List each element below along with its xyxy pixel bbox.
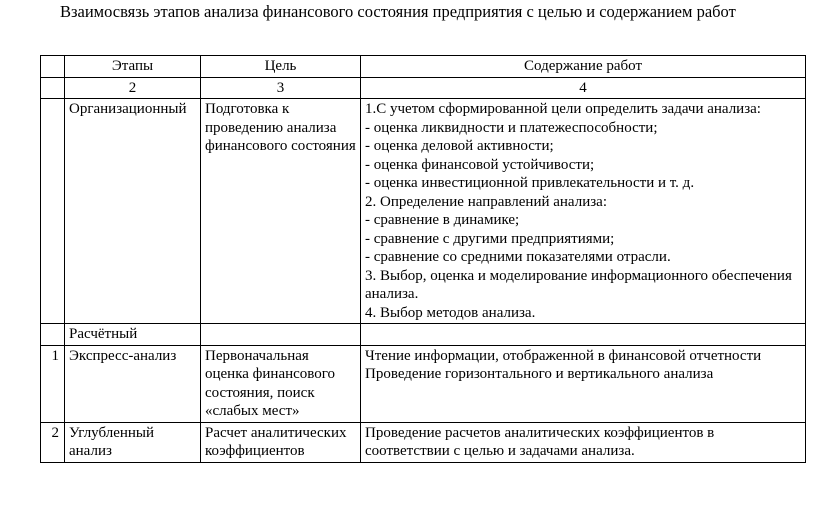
column-number-1 [41,77,65,99]
content-line: 2. Определение направлений анализа: [365,193,607,210]
table-header-row [41,56,806,78]
column-number-3: 3 [201,77,361,99]
row-goal: Расчет аналитических коэффициентов [201,422,361,462]
table-row [41,422,806,462]
column-number-2: 2 [65,77,201,99]
row-content [361,422,806,462]
table-row [41,345,806,422]
content-line: 4. Выбор методов анализа. [365,304,536,321]
row-stage: Организационный [65,99,201,324]
content-line: - сравнение со средними показателями отрасли. [365,249,671,265]
table-row [41,324,806,346]
content-line: - оценка деловой активности; [365,138,554,154]
column-number-4: 4 [361,77,806,99]
header-cell-content: Содержание работ [361,56,806,78]
row-content [361,99,806,324]
row-stage: Углубленный анализ [65,422,201,462]
content-line: Проведение расчетов аналитических коэффициентов в соответствии с целью и задачами анализа. [365,424,715,459]
column-number-row [41,77,806,99]
row-goal [201,324,361,346]
row-number [41,99,65,324]
row-content [361,324,806,346]
row-stage: Экспресс-анализ [65,345,201,422]
content-line: 1.С учетом сформированной цели определить задачи анализа: [365,101,761,117]
content-line: - сравнение в динамике; [365,212,520,228]
content-line: Проведение горизонтального и вертикального анализа [365,366,714,382]
content-line: 3. Выбор, оценка и моделирование информационного обеспечения анализа. [365,267,792,302]
content-line: - сравнение с другими предприятиями; [365,230,615,247]
row-number [41,324,65,346]
table-row [41,99,806,324]
row-content [361,345,806,422]
header-cell-goal: Цель [201,56,361,78]
header-cell-stages: Этапы [65,56,201,78]
content-line: - оценка финансовой устойчивости; [365,156,595,173]
stages-table [40,55,806,463]
row-number: 1 [41,345,65,422]
row-number: 2 [41,422,65,462]
page-title: Взаимосвязь этапов анализа финансового состояния предприятия с целью и содержанием работ [60,2,736,21]
row-goal: Первоначальная оценка финансового состояния, поиск «слабых мест» [201,345,361,422]
content-line: Чтение информации, отображенной в финансовой отчетности [365,347,762,364]
content-line: - оценка ликвидности и платежеспособности; [365,119,658,136]
content-line: - оценка инвестиционной привлекательности и т. д. [365,175,695,191]
row-goal: Подготовка к проведению анализа финансового состояния [201,99,361,324]
header-cell-index [41,56,65,78]
row-stage: Расчётный [65,324,201,346]
